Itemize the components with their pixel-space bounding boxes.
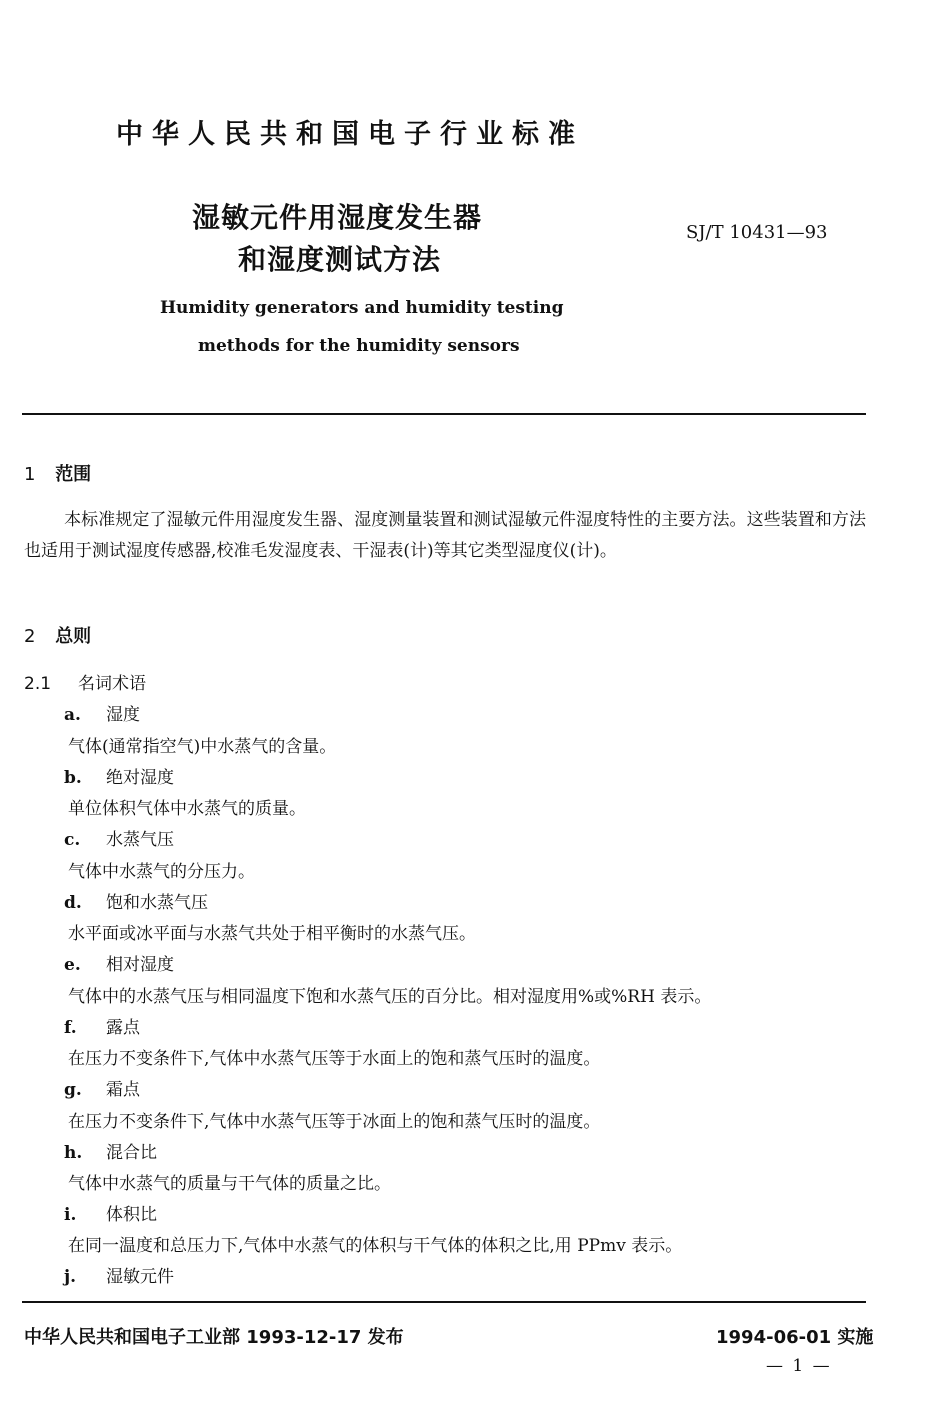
section-1-title: 范围 — [55, 464, 92, 485]
section-1-text: 本标准规定了湿敏元件用湿度发生器、湿度测量装置和测试湿敏元件湿度特性的主要方法。这些装置和方法也适用于测试湿度传感器,校准毛发湿度表、干湿表(计)等其它类型湿度仪(计)。 — [24, 510, 866, 561]
section-1-body — [24, 505, 866, 567]
section-2-title: 总则 — [55, 626, 92, 647]
term-heading: h. 混合比 — [64, 1143, 157, 1163]
term-definition: 在同一温度和总压力下,气体中水蒸气的体积与干气体的体积之比,用 PPmv 表示。 — [68, 1236, 683, 1256]
section-2-1-heading — [24, 669, 146, 694]
issue-statement: 中华人民共和国电子工业部 1993-12-17 发布 — [24, 1327, 404, 1348]
header-divider — [22, 413, 866, 415]
term-heading: g. 霜点 — [64, 1080, 140, 1100]
document-title-line-1: 湿敏元件用湿度发生器 — [192, 201, 483, 234]
section-1-number: 1 — [24, 464, 36, 485]
english-title-line-2: methods for the humidity sensors — [198, 336, 520, 356]
term-heading: e. 相对湿度 — [64, 955, 174, 975]
term-heading: i. 体积比 — [64, 1205, 157, 1225]
term-definition: 在压力不变条件下,气体中水蒸气压等于冰面上的饱和蒸气压时的温度。 — [68, 1112, 601, 1132]
term-heading: j. 湿敏元件 — [64, 1267, 174, 1287]
term-heading: b. 绝对湿度 — [64, 768, 174, 788]
section-2-1-number: 2.1 — [24, 674, 52, 694]
section-2-heading — [24, 622, 91, 648]
english-title-line-1: Humidity generators and humidity testing — [160, 298, 564, 318]
section-1-heading — [24, 460, 91, 486]
term-definition: 气体中水蒸气的质量与干气体的质量之比。 — [68, 1174, 391, 1194]
term-definition: 单位体积气体中水蒸气的质量。 — [68, 799, 306, 819]
issuing-body-heading: 中华人民共和国电子行业标准 — [116, 119, 584, 150]
term-definition: 气体中水蒸气的分压力。 — [68, 862, 255, 882]
term-heading: f. 露点 — [64, 1018, 140, 1038]
term-definition: 在压力不变条件下,气体中水蒸气压等于水面上的饱和蒸气压时的温度。 — [68, 1049, 601, 1069]
standard-number: SJ/T 10431—93 — [686, 222, 828, 243]
page-number: — 1 — — [766, 1356, 832, 1376]
term-heading: a. 湿度 — [64, 705, 140, 725]
term-heading: d. 饱和水蒸气压 — [64, 893, 208, 913]
document-title-line-2: 和湿度测试方法 — [238, 243, 442, 276]
term-heading: c. 水蒸气压 — [64, 830, 174, 850]
footer-divider — [22, 1301, 866, 1303]
section-2-1-title: 名词术语 — [78, 674, 146, 694]
term-definition: 水平面或冰平面与水蒸气共处于相平衡时的水蒸气压。 — [68, 924, 476, 944]
section-2-number: 2 — [24, 626, 36, 647]
term-definition: 气体中的水蒸气压与相同温度下饱和水蒸气压的百分比。相对湿度用%或%RH 表示。 — [68, 987, 712, 1007]
term-definition: 气体(通常指空气)中水蒸气的含量。 — [68, 737, 337, 757]
effective-date: 1994-06-01 实施 — [716, 1327, 874, 1348]
